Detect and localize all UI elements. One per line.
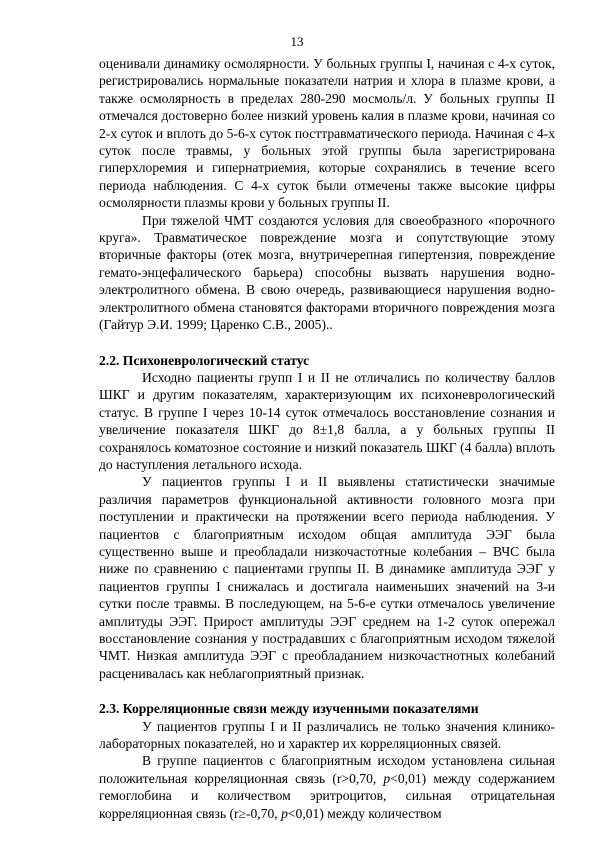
p-value-symbol: p xyxy=(281,805,288,821)
section-heading-2-2: 2.2. Психоневрологический статус xyxy=(99,352,310,368)
paragraph-gcs-status: Исходно пациенты групп I и II не отличались по количеству баллов ШКГ и другим показателям, характеризующим их психоневрологический статус. В группе I через 10-14 суток отмечалось восстановление сознания и увеличение показателя ШКГ до 8±1,8 балла, а у больных группы II сохранялось коматозное состояние и низкий показатель ШКГ (4 балла) вплоть до наступления летального исхода. xyxy=(99,369,555,472)
correlation-text-part3: <0,01) между количеством xyxy=(287,805,442,821)
paragraph-osmolarity: оценивали динамику осмолярности. У больных группы I, начиная с 4-х суток, регистрировались нормальные показатели натрия и хлора в плазме крови, а также осмолярность в пределах 280-290 мосмоль/л. У больных группы II отмечался достоверно более низкий уровень калия в плазме крови, начиная со 2-х суток и вплоть до 5-6-х суток посттравматического периода. Начиная с 4-х суток после травмы, у больных этой группы была зарегистрирована гиперхлоремия и гипернатриемия, которые сохранялись в течение всего периода наблюдения. С 4-х суток были отмечены также высокие цифры осмолярности плазмы крови у больных группы II. xyxy=(99,56,555,211)
paragraph-vicious-circle: При тяжелой ЧМТ создаются условия для своеобразного «порочного круга». Травматическое повреждение мозга и сопутствующие этому вторичные факторы (отек мозга, внутричерепная гипертензия, повреждение гемато-энцефалического барьера) способны вызвать нарушения водно-электролитного обмена. В свою очередь, развивающиеся нарушения водно-электролитного обмена становятся факторами вторичного повреждения мозга (Гайтур Э.И. 1999; Царенко С.В., 2005).. xyxy=(99,212,555,333)
page-number: 13 xyxy=(290,34,304,49)
paragraph-eeg: У пациентов группы I и II выявлены статистически значимые различия параметров функциональной активности головного мозга при поступлении и практически на протяжении всего периода наблюдения. У пациентов с благоприятным исходом общая амплитуда ЭЭГ была существенно выше и преобладали низкочастотные колебания – ВЧС была ниже по сравнению с пациентами группы II. В динамике амплитуда ЭЭГ у пациентов группы I снижалась и достигала наименьших значений на 3-и сутки после травмы. В последующем, на 5-6-е сутки отмечалось увеличение амплитуды ЭЭГ. Прирост амплитуды ЭЭГ среднем на 1-2 суток опережал восстановление сознания у пострадавших с благоприятным исходом тяжелой ЧМТ. Низкая амплитуда ЭЭГ с преобладанием низкочастнотных колебаний расценивалась как неблагоприятный признак. xyxy=(99,474,555,681)
page-body xyxy=(99,55,555,822)
correlation-text-part2: <0,01) между содержанием гемоглобина и количеством эритроцитов, сильная отрицательная корреляционная связь (r≥-0,70, xyxy=(99,770,555,821)
paragraph-correlation-intro: У пациентов группы I и II различались не только значения клинико-лабораторных показателей, но и характер их корреляционных связей. xyxy=(99,718,555,752)
correlation-text-part1: В группе пациентов с благоприятным исходом установлена сильная положительная корреляционная связь (r>0,70, xyxy=(99,753,555,786)
paragraph-correlation-details xyxy=(99,752,555,822)
p-value-symbol: p xyxy=(383,770,391,786)
section-heading-2-3: 2.3. Корреляционные связи между изученными показателями xyxy=(99,701,479,717)
